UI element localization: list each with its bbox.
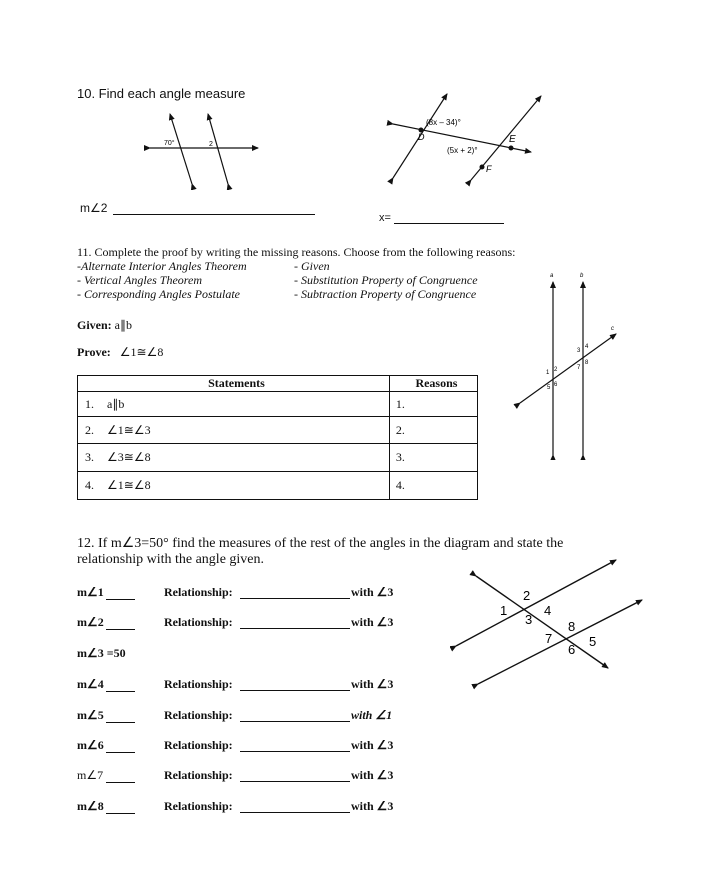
proof-step-num: 1. xyxy=(78,392,102,417)
given-label: Given: xyxy=(77,318,112,332)
q12-with: with ∠3 xyxy=(351,615,394,629)
q12-angle: m∠7 xyxy=(77,768,104,782)
q12-row xyxy=(77,615,394,630)
fig2-label-d: D xyxy=(418,132,425,142)
q12-angle: m∠4 xyxy=(77,677,104,691)
proof-reason-num: 3. xyxy=(395,450,405,464)
angle-label-4: 4 xyxy=(585,344,589,350)
q12-figure xyxy=(450,556,650,692)
proof-reason-num: 1. xyxy=(395,396,405,411)
q10-answer1 xyxy=(80,201,315,215)
q12-angle-blank[interactable] xyxy=(106,691,135,692)
q12-rel-label: Relationship: xyxy=(164,799,233,813)
q11-intro: 11. Complete the proof by writing the missing reasons. Choose from the following reasons: xyxy=(77,245,516,259)
q12-with: with ∠3 xyxy=(351,738,394,752)
label-c: c xyxy=(611,326,614,332)
q12-angle-blank[interactable] xyxy=(106,782,135,783)
proof-row xyxy=(78,392,478,417)
proof-reason-cell[interactable] xyxy=(389,392,477,417)
q12-angle-label-7: 7 xyxy=(545,631,553,646)
q12-rel-blank[interactable] xyxy=(240,721,350,722)
q12-angle-blank[interactable] xyxy=(106,722,135,723)
proof-statement: a∥b xyxy=(101,392,389,417)
angle-label-6: 6 xyxy=(554,382,558,388)
fig2-point-f xyxy=(480,165,485,170)
q10-answer2-label: x= xyxy=(379,212,391,224)
q12-angle-label-3: 3 xyxy=(525,612,533,627)
q12-rel-blank[interactable] xyxy=(240,690,350,691)
proof-reason-cell[interactable] xyxy=(389,472,477,500)
q12-angle: m∠1 xyxy=(77,585,104,599)
line-c xyxy=(520,334,616,403)
q10-answer1-blank[interactable] xyxy=(113,214,315,215)
prove-value: ∠1≅∠8 xyxy=(119,345,164,359)
q11-figure xyxy=(510,268,622,460)
label-a: a xyxy=(550,273,554,279)
reason-option: - Given xyxy=(294,259,330,273)
q11-reasons-left xyxy=(77,259,247,301)
q10-figure-1 xyxy=(140,108,270,190)
q10-title: 10. Find each angle measure xyxy=(77,86,246,101)
reason-option: -Alternate Interior Angles Theorem xyxy=(77,259,247,273)
fig2-label-e: E xyxy=(509,134,516,145)
statements-header: Statements xyxy=(78,376,390,392)
q12-rel-label: Relationship: xyxy=(164,585,233,599)
q12-with: with ∠3 xyxy=(351,799,394,813)
q12-rel-label: Relationship: xyxy=(164,708,233,722)
q12-angle-blank[interactable] xyxy=(106,599,135,600)
q12-angle-blank[interactable] xyxy=(106,752,135,753)
proof-step-num: 3. xyxy=(78,444,102,472)
q11-prove xyxy=(77,345,163,360)
q12-with: with ∠3 xyxy=(351,768,394,782)
q12-angle: m∠2 xyxy=(77,615,104,629)
q12-angle-label-1: 1 xyxy=(500,603,508,618)
fig1-line-left xyxy=(170,114,192,184)
q12-rel-label: Relationship: xyxy=(164,768,233,782)
fig2-point-e xyxy=(509,146,514,151)
q10-answer1-label: m∠2 xyxy=(80,201,108,215)
q12-row xyxy=(77,585,394,600)
q10-answer2-blank[interactable] xyxy=(394,223,504,224)
q12-angle: m∠5 xyxy=(77,708,104,722)
q11-reasons-right xyxy=(294,259,478,301)
q11-given xyxy=(77,318,132,333)
q12-angle-label-4: 4 xyxy=(544,603,552,618)
angle-label-8: 8 xyxy=(585,360,589,366)
fig1-angle-70: 70° xyxy=(164,140,175,147)
angle-label-2: 2 xyxy=(554,367,558,373)
q12-angle-label-8: 8 xyxy=(568,619,576,634)
reason-option: - Vertical Angles Theorem xyxy=(77,273,202,287)
q12-with: with ∠3 xyxy=(351,677,394,691)
fig2-expr-bottom: (5x + 2)° xyxy=(447,146,478,155)
fig1-line-right xyxy=(208,114,228,184)
proof-row xyxy=(78,444,478,472)
q10-figure-2 xyxy=(385,88,550,188)
q12-rel-label: Relationship: xyxy=(164,615,233,629)
q12-angle: m∠8 xyxy=(77,799,104,813)
reason-option: - Corresponding Angles Postulate xyxy=(77,287,240,301)
q12-angle: m∠6 xyxy=(77,738,104,752)
q12-angle-label-2: 2 xyxy=(523,588,531,603)
fig1-label-2: 2 xyxy=(209,141,213,148)
q12-transversal xyxy=(476,576,608,668)
q12-with: with ∠1 xyxy=(351,708,393,722)
angle-label-5: 5 xyxy=(547,385,551,391)
proof-header-row xyxy=(78,376,478,392)
q12-row xyxy=(77,799,394,814)
q12-rel-blank[interactable] xyxy=(240,781,350,782)
q12-angle-label-5: 5 xyxy=(589,634,597,649)
given-value: a∥b xyxy=(114,318,132,332)
prove-label: Prove: xyxy=(77,345,111,359)
proof-step-num: 2. xyxy=(78,417,102,444)
q12-intro-line2: relationship with the angle given. xyxy=(77,552,265,567)
q12-row xyxy=(77,677,394,692)
q12-angle-blank[interactable] xyxy=(106,813,135,814)
fig2-expr-top: (8x – 34)° xyxy=(426,118,461,127)
reason-option: - Substitution Property of Congruence xyxy=(294,273,478,287)
proof-table xyxy=(77,375,478,500)
proof-step-num: 4. xyxy=(78,472,102,500)
q12-rel-blank[interactable] xyxy=(240,751,350,752)
proof-reason-cell[interactable] xyxy=(389,444,477,472)
proof-statement: ∠3≅∠8 xyxy=(101,444,389,472)
q12-angle-label-6: 6 xyxy=(568,642,576,657)
proof-row xyxy=(78,472,478,500)
q12-given-row: m∠3 =50 xyxy=(77,646,126,660)
reason-option: - Subtraction Property of Congruence xyxy=(294,287,477,301)
proof-statement: ∠1≅∠3 xyxy=(101,417,389,444)
proof-reason-num: 2. xyxy=(395,422,405,437)
q12-rel-blank[interactable] xyxy=(240,598,350,599)
proof-row xyxy=(78,417,478,444)
q12-intro-line1: 12. If m∠3=50° find the measures of the rest of the angles in the diagram and state the xyxy=(77,536,564,551)
q12-row xyxy=(77,708,393,723)
q12-row xyxy=(77,768,394,783)
q12-rel-blank[interactable] xyxy=(240,628,350,629)
q12-rel-label: Relationship: xyxy=(164,738,233,752)
angle-label-1: 1 xyxy=(546,370,550,376)
angle-label-3: 3 xyxy=(577,348,581,354)
q12-angle-blank[interactable] xyxy=(106,629,135,630)
proof-reason-num: 4. xyxy=(395,478,405,492)
proof-reason-cell[interactable] xyxy=(389,417,477,444)
q12-with: with ∠3 xyxy=(351,585,394,599)
q12-rel-label: Relationship: xyxy=(164,677,233,691)
label-b: b xyxy=(580,273,584,279)
angle-label-7: 7 xyxy=(577,365,581,371)
q10-answer2 xyxy=(379,212,504,224)
fig2-label-f: F xyxy=(486,164,492,174)
proof-statement: ∠1≅∠8 xyxy=(101,472,389,500)
reasons-header: Reasons xyxy=(389,376,477,392)
q12-row xyxy=(77,738,394,753)
q12-rel-blank[interactable] xyxy=(240,812,350,813)
